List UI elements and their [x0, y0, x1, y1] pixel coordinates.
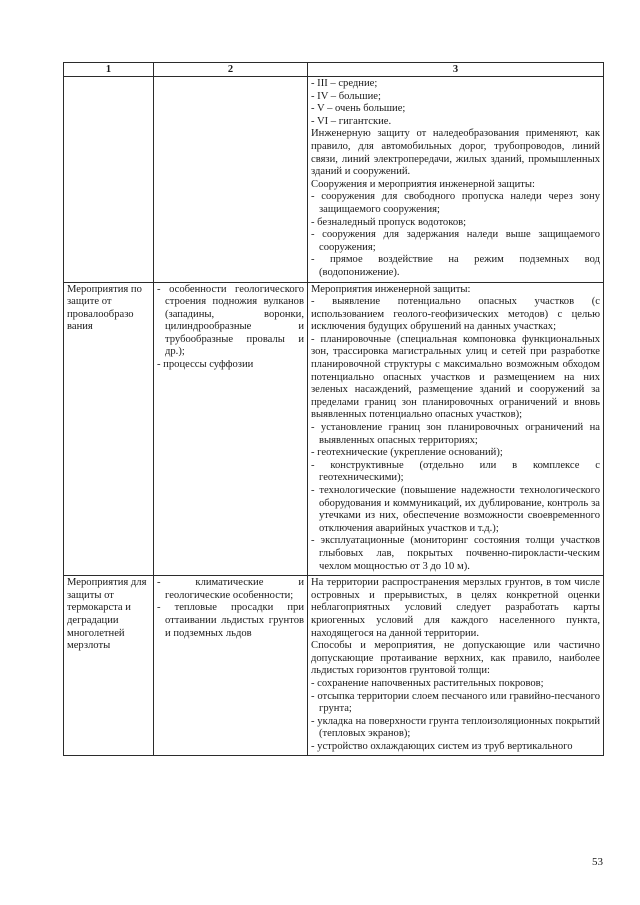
cell-paragraph: - сохранение напочвенных растительных покровов;	[311, 677, 544, 689]
table-header-row	[64, 63, 604, 77]
table-cell-col3	[308, 576, 604, 756]
table-cell-col1	[64, 282, 154, 576]
cell-paragraph: - процессы суффозии	[157, 359, 254, 371]
cell-paragraph: - устройство охлаждающих систем из труб вертикального	[311, 740, 573, 752]
cell-paragraph: Способы и мероприятия, не допускающие или частично допускающие протаивание верхних, как правило, наиболее льдистых горизонтов грунтовой толщи:	[311, 640, 600, 677]
table-cell-col2	[154, 282, 308, 576]
table-cell-col2	[154, 77, 308, 283]
cell-paragraph: - V – очень большие;	[311, 103, 406, 115]
cell-paragraph: - VI – гигантские.	[311, 115, 392, 127]
page-number: 53	[592, 856, 603, 868]
table-cell-col3	[308, 282, 604, 576]
cell-paragraph: - эксплуатационные (мониторинг состояния толщи участков глыбовых лав, покрытых почвенно-пирокласти-ческим чехлом мощностью от 3 до 10 м).	[311, 535, 600, 572]
cell-paragraph: - укладка на поверхности грунта теплоизоляционных покрытий (тепловых экранов);	[311, 715, 600, 740]
table-cell-col2	[154, 576, 308, 756]
cell-paragraph: - геотехнические (укрепление оснований);	[311, 447, 503, 459]
cell-paragraph: - безналедный пропуск водотоков;	[311, 216, 467, 228]
column-header-1: 1	[64, 63, 154, 77]
cell-paragraph: - особенности геологического строения подножия вулканов (западины, воронки, цилиндрообразные и трубообразные провалы и др.);	[157, 283, 304, 358]
cell-paragraph: Сооружения и мероприятия инженерной защиты:	[311, 178, 535, 190]
regulation-table	[63, 62, 604, 756]
cell-paragraph: - конструктивные (отдельно или в комплексе с геотехническими);	[311, 459, 600, 484]
table-cell-col3	[308, 77, 604, 283]
cell-paragraph: - планировочные (специальная компоновка функциональных зон, трассировка магистральных улиц и сетей при разработке планировочной структуры с максимально возможным обходом потенциально опасных участков и размещением на них зеленых насаждений, размещение зданий и сооружений за пределами границ зон планировочных ограничений и вновь выявленных потенциально опасных участков);	[311, 333, 600, 421]
table-row	[64, 77, 604, 283]
cell-paragraph: - технологические (повышение надежности технологического оборудования и коммуникаций, их дублирование, контроль за утечками из них, обеспечение возможности своевременного отключения аварийных участков и т.д.);	[311, 485, 600, 534]
cell-paragraph: - тепловые просадки при оттаивании льдистых грунтов и подземных льдов	[157, 602, 304, 639]
cell-paragraph: - III – средние;	[311, 78, 378, 89]
table-cell-col1	[64, 576, 154, 756]
table-row	[64, 576, 604, 756]
table-cell-col1	[64, 77, 154, 283]
cell-paragraph: - сооружения для свободного пропуска наледи через зону защищаемого сооружения;	[311, 191, 600, 215]
cell-paragraph: Мероприятия инженерной защиты:	[311, 283, 471, 295]
cell-paragraph: - выявление потенциально опасных участков (с использованием геолого-геофизических методов) с целью исключения будущих обрушений на данных участках;	[311, 296, 600, 333]
cell-paragraph: - прямое воздействие на режим подземных вод (водопонижение).	[311, 254, 600, 278]
cell-paragraph: На территории распространения мерзлых грунтов, в том числе островных и прерывистых, в целях конкретной оценки неблагоприятных условий следует разработать карты криогенных условий для каждого населенного пункта, находящегося на данной территории.	[311, 577, 600, 639]
cell-paragraph: Инженерную защиту от наледеобразования применяют, как правило, для автомобильных дорог, трубопроводов, линий связи, линий электропередачи, жилых зданий, промышленных зданий и сооружений.	[311, 128, 600, 178]
cell-paragraph: Мероприятия по защите от провалообразо вания	[67, 283, 142, 333]
cell-paragraph: - IV – большие;	[311, 90, 381, 102]
column-header-3: 3	[308, 63, 604, 77]
table-row	[64, 282, 604, 576]
cell-paragraph: Мероприятия для защиты от термокарста и деградации многолетней мерзлоты	[67, 577, 147, 652]
cell-paragraph: - сооружения для задержания наледи выше защищаемого сооружения;	[311, 229, 600, 253]
column-header-2: 2	[154, 63, 308, 77]
cell-paragraph: - установление границ зон планировочных ограничений на выявленных опасных территориях;	[311, 422, 600, 446]
cell-paragraph: - климатические и геологические особенности;	[157, 577, 304, 601]
cell-paragraph: - отсыпка территории слоем песчаного или гравийно-песчаного грунта;	[311, 690, 600, 715]
